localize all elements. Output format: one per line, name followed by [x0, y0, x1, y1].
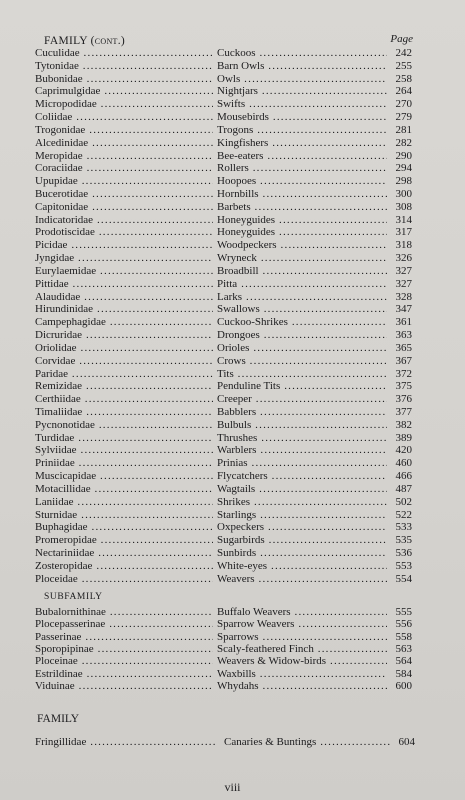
index-row: [0, 188, 465, 200]
index-row: [0, 643, 465, 655]
family-name: Cuculidae .....: [35, 47, 213, 59]
common-name: Barn Owls .....: [217, 60, 387, 72]
page-number: 522: [395, 508, 412, 521]
common-name: Oxpeckers .....: [217, 521, 387, 533]
family-name: Laniidae .....: [35, 496, 213, 508]
common-name: Pitta .....: [217, 278, 387, 290]
common-name: Drongoes .....: [217, 329, 387, 341]
family-name: Nectariniidae .....: [35, 547, 213, 559]
family-name: Paridae .....: [35, 368, 213, 380]
family-name: Meropidae .....: [35, 150, 213, 162]
common-name: Mousebirds .....: [217, 111, 387, 123]
page-number: 290: [395, 149, 412, 162]
family-name: Upupidae .....: [35, 175, 213, 187]
page-number: 318: [395, 239, 412, 252]
common-name: Swallows .....: [217, 303, 387, 315]
page-number: 270: [395, 98, 412, 111]
index-row: [0, 201, 465, 213]
page-number: 326: [395, 252, 412, 265]
common-name: Woodpeckers .....: [217, 239, 387, 251]
common-name: Hoopoes .....: [217, 175, 387, 187]
common-name: Bulbuls .....: [217, 419, 387, 431]
family-name: Trogonidae .....: [35, 124, 213, 136]
family-name: Picidae .....: [35, 239, 213, 251]
page-number: 328: [395, 290, 412, 303]
family-name: Bucerotidae .....: [35, 188, 213, 200]
page-number: 564: [395, 655, 412, 668]
family-name: Alcedinidae .....: [35, 137, 213, 149]
common-name: Babblers .....: [217, 406, 387, 418]
page-number: 466: [395, 470, 412, 483]
index-row: [0, 470, 465, 482]
family-name: Muscicapidae .....: [35, 470, 213, 482]
index-row: [0, 291, 465, 303]
page-number: 372: [395, 367, 412, 380]
common-name: Swifts .....: [217, 98, 387, 110]
index-row: [0, 534, 465, 546]
index-row: [0, 85, 465, 97]
common-name: Cuckoos .....: [217, 47, 387, 59]
common-name: Hornbills .....: [217, 188, 387, 200]
page-number: 389: [395, 431, 412, 444]
page-number: 255: [395, 59, 412, 72]
page-number: 382: [395, 418, 412, 431]
index-row: [0, 252, 465, 264]
family-name: Dicruridae .....: [35, 329, 213, 341]
common-name: Kingfishers .....: [217, 137, 387, 149]
common-name: Canaries & Buntings .....: [224, 736, 390, 748]
family-name: Turdidae .....: [35, 432, 213, 444]
page-column-heading: Page: [390, 33, 413, 45]
page-number: 363: [395, 329, 412, 342]
common-name: Tits .....: [217, 368, 387, 380]
family-name: Viduinae .....: [35, 680, 213, 692]
family-name: Capitonidae .....: [35, 201, 213, 213]
family-name: Ploceinae .....: [35, 655, 213, 667]
family-name: Corvidae .....: [35, 355, 213, 367]
page-number: 282: [395, 136, 412, 149]
common-name: Honeyguides .....: [217, 226, 387, 238]
family-name: Sylviidae .....: [35, 444, 213, 456]
family-name: Buphagidae .....: [35, 521, 213, 533]
index-row: [0, 124, 465, 136]
family-name: Hirundinidae .....: [35, 303, 213, 315]
family-name: Promeropidae .....: [35, 534, 213, 546]
index-row: [0, 73, 465, 85]
common-name: Wryneck .....: [217, 252, 387, 264]
page-number: 347: [395, 303, 412, 316]
index-row: [0, 509, 465, 521]
family-name: Ploceidae .....: [35, 573, 213, 585]
page-number: 536: [395, 546, 412, 559]
index-row: [0, 618, 465, 630]
common-name: Orioles .....: [217, 342, 387, 354]
page-number: 294: [395, 162, 412, 175]
family-name: Jyngidae .....: [35, 252, 213, 264]
common-name: Larks .....: [217, 291, 387, 303]
page-number: 367: [395, 354, 412, 367]
page-number: 308: [395, 200, 412, 213]
family-name: Fringillidae .....: [35, 736, 215, 748]
common-name: Bee-eaters .....: [217, 150, 387, 162]
page-number: 258: [395, 72, 412, 85]
family-name: Plocepasserinae .....: [35, 618, 213, 630]
common-name: Thrushes .....: [217, 432, 387, 444]
index-row: [0, 444, 465, 456]
family-name: Campephagidae .....: [35, 316, 213, 328]
common-name: Buffalo Weavers .....: [217, 606, 387, 618]
index-row: [0, 406, 465, 418]
index-row: [0, 98, 465, 110]
common-name: Sunbirds .....: [217, 547, 387, 559]
family-name: Pycnonotidae .....: [35, 419, 213, 431]
common-name: Penduline Tits .....: [217, 380, 387, 392]
index-row: [0, 239, 465, 251]
family-heading: FAMILY (cont.): [44, 35, 126, 47]
family-name: Indicatoridae .....: [35, 214, 213, 226]
index-row: [0, 668, 465, 680]
index-row: [0, 60, 465, 72]
common-name: Rollers .....: [217, 162, 387, 174]
family-name: Coraciidae .....: [35, 162, 213, 174]
folio: viii: [224, 780, 241, 794]
page-number: 554: [395, 572, 412, 585]
family-name: Prodotiscidae .....: [35, 226, 213, 238]
common-name: Flycatchers .....: [217, 470, 387, 482]
page-number: 281: [395, 123, 412, 136]
common-name: Sparrow Weavers .....: [217, 618, 387, 630]
index-row: [0, 265, 465, 277]
index-row: [0, 175, 465, 187]
page-number: 604: [398, 736, 415, 748]
family-name: Zosteropidae .....: [35, 560, 213, 572]
index-row: [0, 573, 465, 585]
common-name: Sparrows .....: [217, 631, 387, 643]
family-name: Micropodidae .....: [35, 98, 213, 110]
index-row: [0, 226, 465, 238]
subfamily-heading: SUBFAMILY: [44, 592, 103, 602]
page-number: 264: [395, 85, 412, 98]
family-name: Eurylaemidae .....: [35, 265, 213, 277]
family-name: Alaudidae .....: [35, 291, 213, 303]
common-name: Cuckoo-Shrikes .....: [217, 316, 387, 328]
index-row: [0, 736, 465, 748]
index-row: [0, 560, 465, 572]
index-row: [0, 355, 465, 367]
index-row: [0, 150, 465, 162]
page-number: 502: [395, 495, 412, 508]
index-row: [0, 342, 465, 354]
index-row: [0, 432, 465, 444]
index-row: [0, 521, 465, 533]
common-name: Weavers .....: [217, 573, 387, 585]
family-name: Caprimulgidae .....: [35, 85, 213, 97]
page-number: 361: [395, 316, 412, 329]
family-name: Oriolidae .....: [35, 342, 213, 354]
page-number: 375: [395, 380, 412, 393]
family-name: Coliidae .....: [35, 111, 213, 123]
common-name: White-eyes .....: [217, 560, 387, 572]
family-name: Estrildinae .....: [35, 668, 213, 680]
page-number: 556: [395, 618, 412, 631]
page-number: 300: [395, 188, 412, 201]
common-name: Wagtails .....: [217, 483, 387, 495]
page-number: 535: [395, 534, 412, 547]
page-number: 555: [395, 606, 412, 618]
page-number: 279: [395, 111, 412, 124]
family-heading-2: FAMILY: [37, 713, 80, 725]
page-number: 487: [395, 482, 412, 495]
index-row: [0, 419, 465, 431]
page-number: 584: [395, 667, 412, 680]
page-number: 376: [395, 393, 412, 406]
family-name: Bubalornithinae .....: [35, 606, 213, 618]
common-name: Prinias .....: [217, 457, 387, 469]
index-row: [0, 606, 465, 618]
common-name: Starlings .....: [217, 509, 387, 521]
index-row: [0, 655, 465, 667]
index-row: [0, 278, 465, 290]
family-name: Priniidae .....: [35, 457, 213, 469]
common-name: Honeyguides .....: [217, 214, 387, 226]
page-number: 365: [395, 341, 412, 354]
common-name: Scaly-feathered Finch .....: [217, 643, 387, 655]
page-number: 327: [395, 264, 412, 277]
page-number: 563: [395, 643, 412, 656]
family-name: Tytonidae .....: [35, 60, 213, 72]
family-name: Motacillidae .....: [35, 483, 213, 495]
family-name: Certhiidae .....: [35, 393, 213, 405]
common-name: Warblers .....: [217, 444, 387, 456]
page-number: 314: [395, 213, 412, 226]
family-name: Sturnidae .....: [35, 509, 213, 521]
index-row: [0, 316, 465, 328]
page-number: 558: [395, 630, 412, 643]
index-row: [0, 111, 465, 123]
page-number: 317: [395, 226, 412, 239]
page-number: 600: [395, 680, 412, 693]
common-name: Whydahs .....: [217, 680, 387, 692]
index-row: [0, 483, 465, 495]
page-number: 377: [395, 405, 412, 418]
common-name: Weavers & Widow-birds .....: [217, 655, 387, 667]
common-name: Barbets .....: [217, 201, 387, 213]
family-name: Remizidae .....: [35, 380, 213, 392]
common-name: Trogons .....: [217, 124, 387, 136]
index-row: [0, 214, 465, 226]
family-name: Sporopipinae .....: [35, 643, 213, 655]
family-name: Passerinae .....: [35, 631, 213, 643]
index-row: [0, 47, 465, 59]
common-name: Nightjars .....: [217, 85, 387, 97]
index-row: [0, 393, 465, 405]
page-number: 533: [395, 521, 412, 534]
common-name: Crows .....: [217, 355, 387, 367]
index-row: [0, 680, 465, 692]
index-row: [0, 380, 465, 392]
common-name: Shrikes .....: [217, 496, 387, 508]
index-row: [0, 547, 465, 559]
common-name: Sugarbirds .....: [217, 534, 387, 546]
index-row: [0, 457, 465, 469]
index-row: [0, 368, 465, 380]
page-number: 327: [395, 277, 412, 290]
common-name: Waxbills .....: [217, 668, 387, 680]
page-number: 298: [395, 175, 412, 188]
page-number: 242: [395, 47, 412, 59]
page-number: 553: [395, 559, 412, 572]
common-name: Broadbill .....: [217, 265, 387, 277]
common-name: Owls .....: [217, 73, 387, 85]
index-row: [0, 631, 465, 643]
index-row: [0, 303, 465, 315]
page-number: 420: [395, 444, 412, 457]
index-row: [0, 137, 465, 149]
family-name: Bubonidae .....: [35, 73, 213, 85]
family-name: Timaliidae .....: [35, 406, 213, 418]
index-row: [0, 496, 465, 508]
page-number: 460: [395, 457, 412, 470]
index-row: [0, 329, 465, 341]
index-row: [0, 162, 465, 174]
common-name: Creeper .....: [217, 393, 387, 405]
family-name: Pittidae .....: [35, 278, 213, 290]
